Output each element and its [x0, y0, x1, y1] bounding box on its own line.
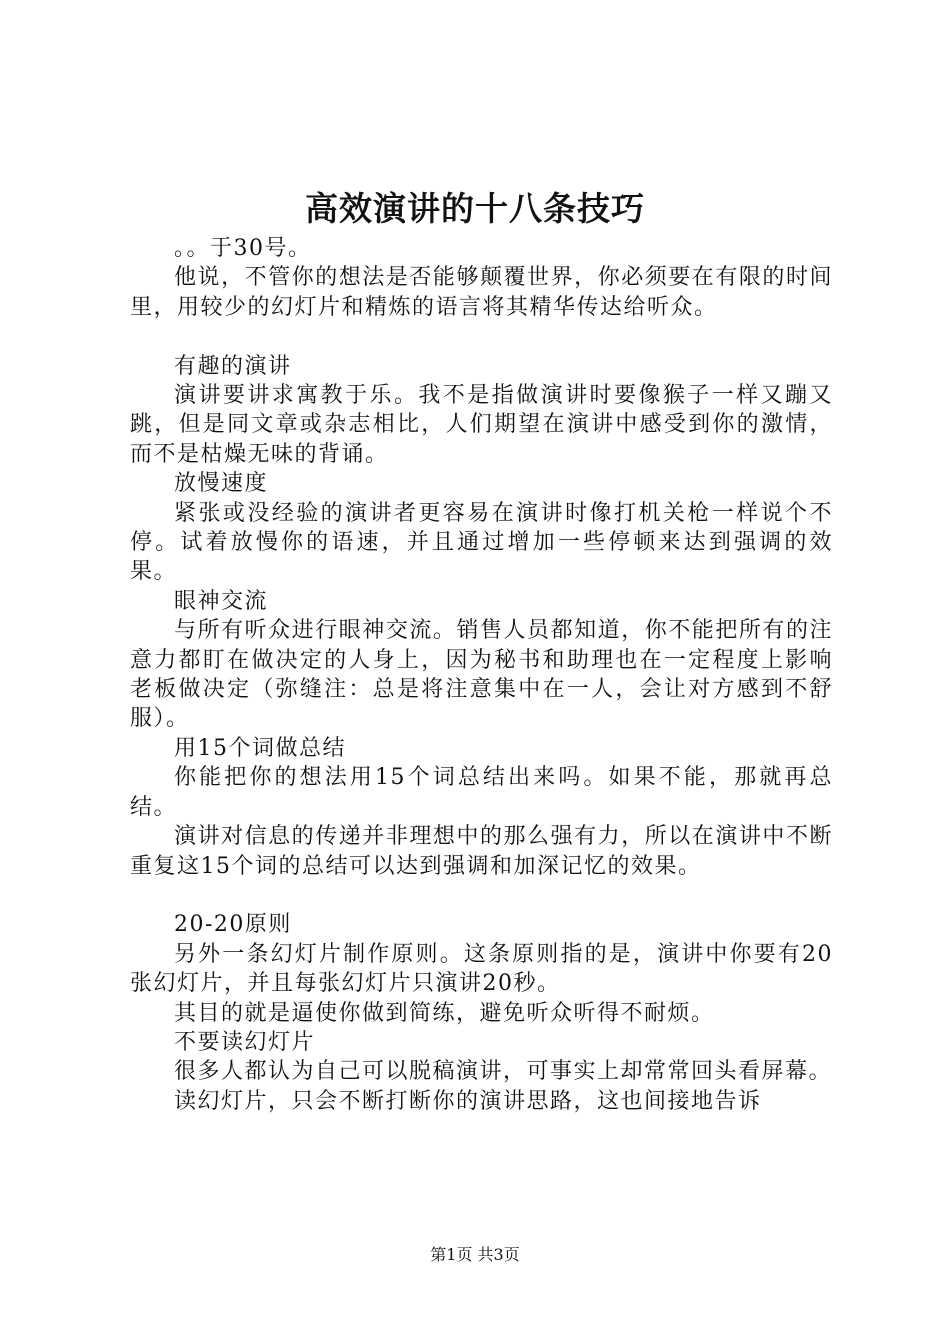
- paragraph: 读幻灯片，只会不断打断你的演讲思路，这也间接地告诉: [174, 1088, 762, 1114]
- paragraph: 演讲要讲求寓教于乐。我不是指做演讲时要像猴子一样又蹦又跳，但是同文章或杂志相比，人们期望在演讲中感受到你的激情，而不是枯燥无味的背诵。: [130, 383, 833, 467]
- blank-line: [130, 881, 833, 910]
- section-heading: 有趣的演讲: [174, 353, 292, 379]
- paragraph: 另外一条幻灯片制作原则。这条原则指的是，演讲中你要有20张幻灯片，并且每张幻灯片只演讲20秒。: [130, 941, 833, 997]
- paragraph: 很多人都认为自己可以脱稿演讲，可事实上却常常回头看屏幕。: [174, 1059, 833, 1085]
- page-footer: 第1页 共3页: [430, 1245, 520, 1264]
- section-heading: 眼神交流: [174, 588, 269, 614]
- paragraph: 紧张或没经验的演讲者更容易在演讲时像打机关枪一样说个不停。试着放慢你的语速，并且通过增加一些停顿来达到强调的效果。: [130, 500, 833, 585]
- section-heading: 不要读幻灯片: [174, 1029, 316, 1055]
- section-heading: 用15个词做总结: [174, 735, 346, 761]
- section-heading: 放慢速度: [174, 471, 269, 497]
- paragraph: 。。于30号。: [174, 236, 312, 261]
- document-body: [130, 234, 833, 1116]
- paragraph: 你能把你的想法用15个词总结出来吗。如果不能，那就再总结。: [130, 765, 833, 820]
- section-heading: 20-20原则: [174, 912, 292, 938]
- paragraph: 他说，不管你的想法是否能够颠覆世界，你必须要在有限的时间里，用较少的幻灯片和精炼的语言将其精华传达给听众。: [130, 265, 833, 320]
- paragraph: 演讲对信息的传递并非理想中的那么强有力，所以在演讲中不断重复这15个词的总结可以达到强调和加深记忆的效果。: [130, 824, 833, 879]
- paragraph: 其目的就是逼使你做到简练，避免听众听得不耐烦。: [174, 1000, 715, 1026]
- blank-line: [130, 322, 833, 351]
- document-title: 高效演讲的十八条技巧: [305, 189, 645, 228]
- paragraph: 与所有听众进行眼神交流。销售人员都知道，你不能把所有的注意力都盯在做决定的人身上，因为秘书和助理也在一定程度上影响老板做决定（弥缝注：总是将注意集中在一人，会让对方感到不舒服）。: [130, 618, 833, 732]
